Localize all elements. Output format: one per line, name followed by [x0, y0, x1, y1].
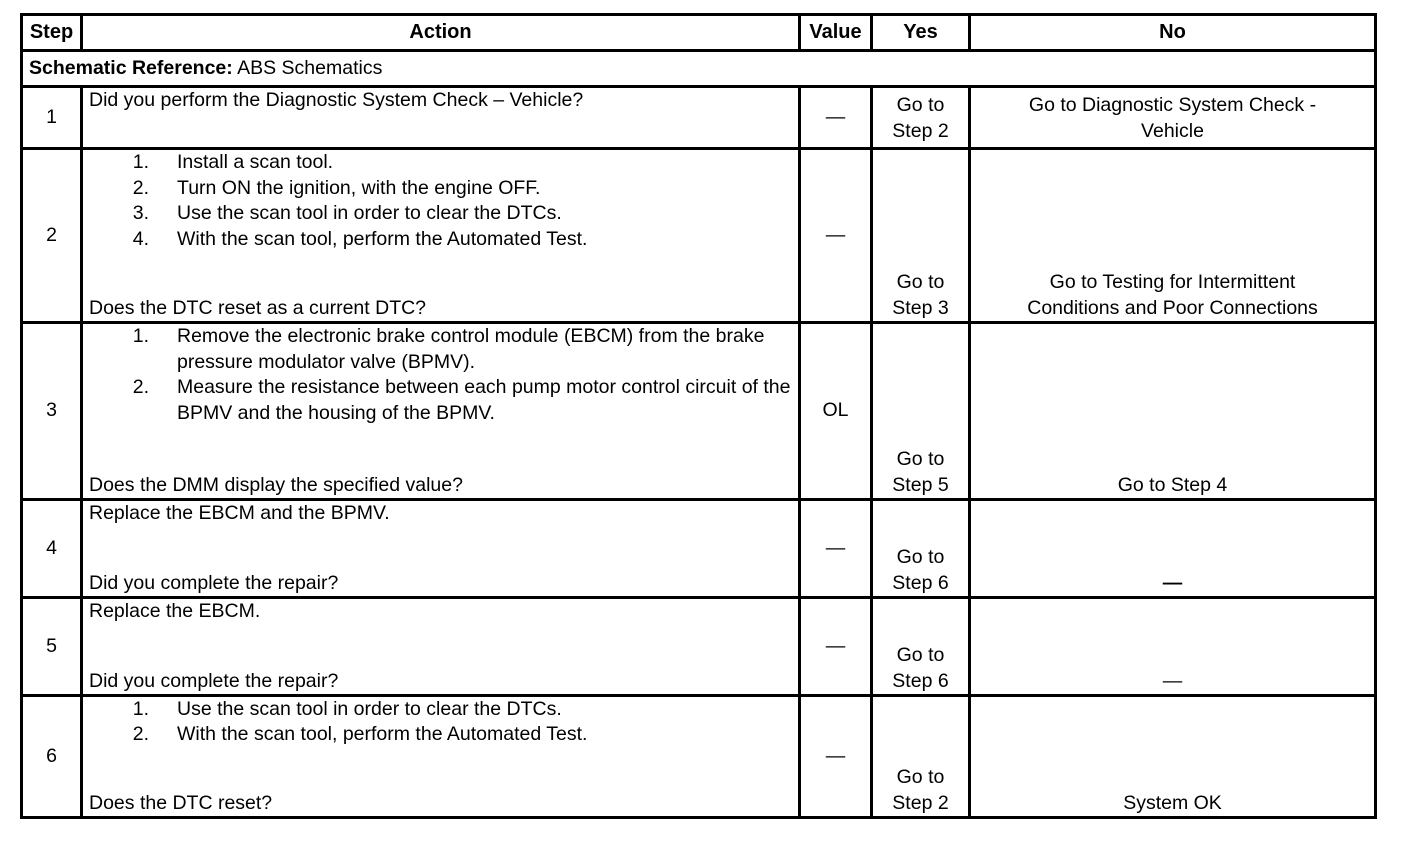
value-cell: —	[800, 695, 872, 817]
list-item: 1. Use the scan tool in order to clear the DTCs.	[132, 697, 562, 720]
value-cell: —	[800, 597, 872, 695]
yes-cell	[872, 695, 970, 817]
yes-line: Go to	[896, 766, 945, 788]
header-action: Action	[82, 15, 800, 51]
no-line: —	[1162, 571, 1183, 594]
header-value: Value	[800, 15, 872, 51]
action-cell	[82, 499, 800, 597]
header-step: Step	[22, 15, 82, 51]
step-number: 3	[22, 323, 82, 499]
action-cell	[82, 149, 800, 323]
header-no: No	[970, 15, 1376, 51]
table-row	[22, 597, 1376, 695]
action-steps-list	[89, 150, 792, 252]
value-cell: OL	[800, 323, 872, 499]
schematic-reference-label: Schematic Reference:	[29, 57, 233, 80]
no-cell	[970, 149, 1376, 323]
no-cell	[970, 597, 1376, 695]
no-line: Conditions and Poor Connections	[1027, 297, 1318, 320]
no-cell	[970, 87, 1376, 149]
no-line: —	[1162, 669, 1183, 692]
action-cell	[82, 87, 800, 149]
list-item: 1. Remove the electronic brake control module (EBCM) from the brake pressure modulator valve (BPMV).	[132, 325, 765, 373]
no-line: Go to Testing for Intermittent	[1049, 271, 1296, 294]
table-row	[22, 499, 1376, 597]
yes-cell	[872, 87, 970, 149]
schematic-reference	[22, 51, 1376, 87]
yes-cell	[872, 499, 970, 597]
value-cell: —	[800, 149, 872, 323]
yes-line: Step 6	[892, 571, 949, 594]
no-line: Go to Diagnostic System Check -	[1028, 93, 1317, 116]
no-line: Go to Step 4	[1117, 473, 1228, 496]
action-question: Did you complete the repair?	[89, 669, 339, 692]
list-item: 4. With the scan tool, perform the Automated Test.	[132, 227, 588, 250]
no-cell	[970, 323, 1376, 499]
list-item: 1. Install a scan tool.	[132, 151, 334, 174]
header-yes: Yes	[872, 15, 970, 51]
action-cell	[82, 323, 800, 499]
no-cell	[970, 499, 1376, 597]
step-number: 6	[22, 695, 82, 817]
action-question: Does the DTC reset as a current DTC?	[89, 297, 427, 320]
yes-line: Step 2	[892, 119, 949, 142]
yes-line: Step 5	[892, 473, 949, 496]
yes-line: Step 6	[892, 669, 949, 692]
list-item: 2. With the scan tool, perform the Automated Test.	[132, 723, 588, 746]
list-item: 2. Turn ON the ignition, with the engine OFF.	[132, 176, 541, 199]
action-question: Does the DMM display the specified value?	[89, 473, 463, 496]
value-cell: —	[800, 499, 872, 597]
yes-cell	[872, 323, 970, 499]
diagnostic-table	[20, 13, 1377, 819]
no-line: Vehicle	[1141, 119, 1204, 142]
schematic-reference-row	[22, 51, 1376, 87]
yes-line: Go to	[896, 545, 945, 568]
table-row	[22, 149, 1376, 323]
table-row	[22, 87, 1376, 149]
yes-line: Go to	[896, 643, 945, 666]
no-cell	[970, 695, 1376, 817]
list-item: 3. Use the scan tool in order to clear the DTCs.	[132, 202, 562, 225]
action-question: Did you perform the Diagnostic System Check – Vehicle?	[89, 89, 584, 112]
yes-line: Step 2	[892, 792, 949, 814]
action-steps-list	[89, 324, 792, 426]
value-cell: —	[800, 87, 872, 149]
no-line: System OK	[1123, 792, 1222, 814]
action-instruction: Replace the EBCM.	[89, 599, 261, 622]
action-steps-list	[89, 697, 792, 748]
step-number: 5	[22, 597, 82, 695]
yes-line: Step 3	[892, 297, 949, 320]
step-number: 2	[22, 149, 82, 323]
yes-cell	[872, 597, 970, 695]
action-question: Does the DTC reset?	[89, 792, 273, 814]
action-instruction: Replace the EBCM and the BPMV.	[89, 501, 390, 524]
step-number: 1	[22, 87, 82, 149]
header-row	[22, 15, 1376, 51]
schematic-reference-value: ABS Schematics	[237, 57, 383, 80]
table-row	[22, 695, 1376, 817]
step-number: 4	[22, 499, 82, 597]
yes-line: Go to	[896, 93, 945, 116]
action-cell	[82, 597, 800, 695]
action-question: Did you complete the repair?	[89, 571, 339, 594]
yes-line: Go to	[896, 271, 945, 294]
yes-cell	[872, 149, 970, 323]
table-row	[22, 323, 1376, 499]
action-cell	[82, 695, 800, 817]
yes-line: Go to	[896, 447, 945, 470]
list-item: 2. Measure the resistance between each pump motor control circuit of the BPMV and the housing of the BPMV.	[132, 376, 791, 424]
